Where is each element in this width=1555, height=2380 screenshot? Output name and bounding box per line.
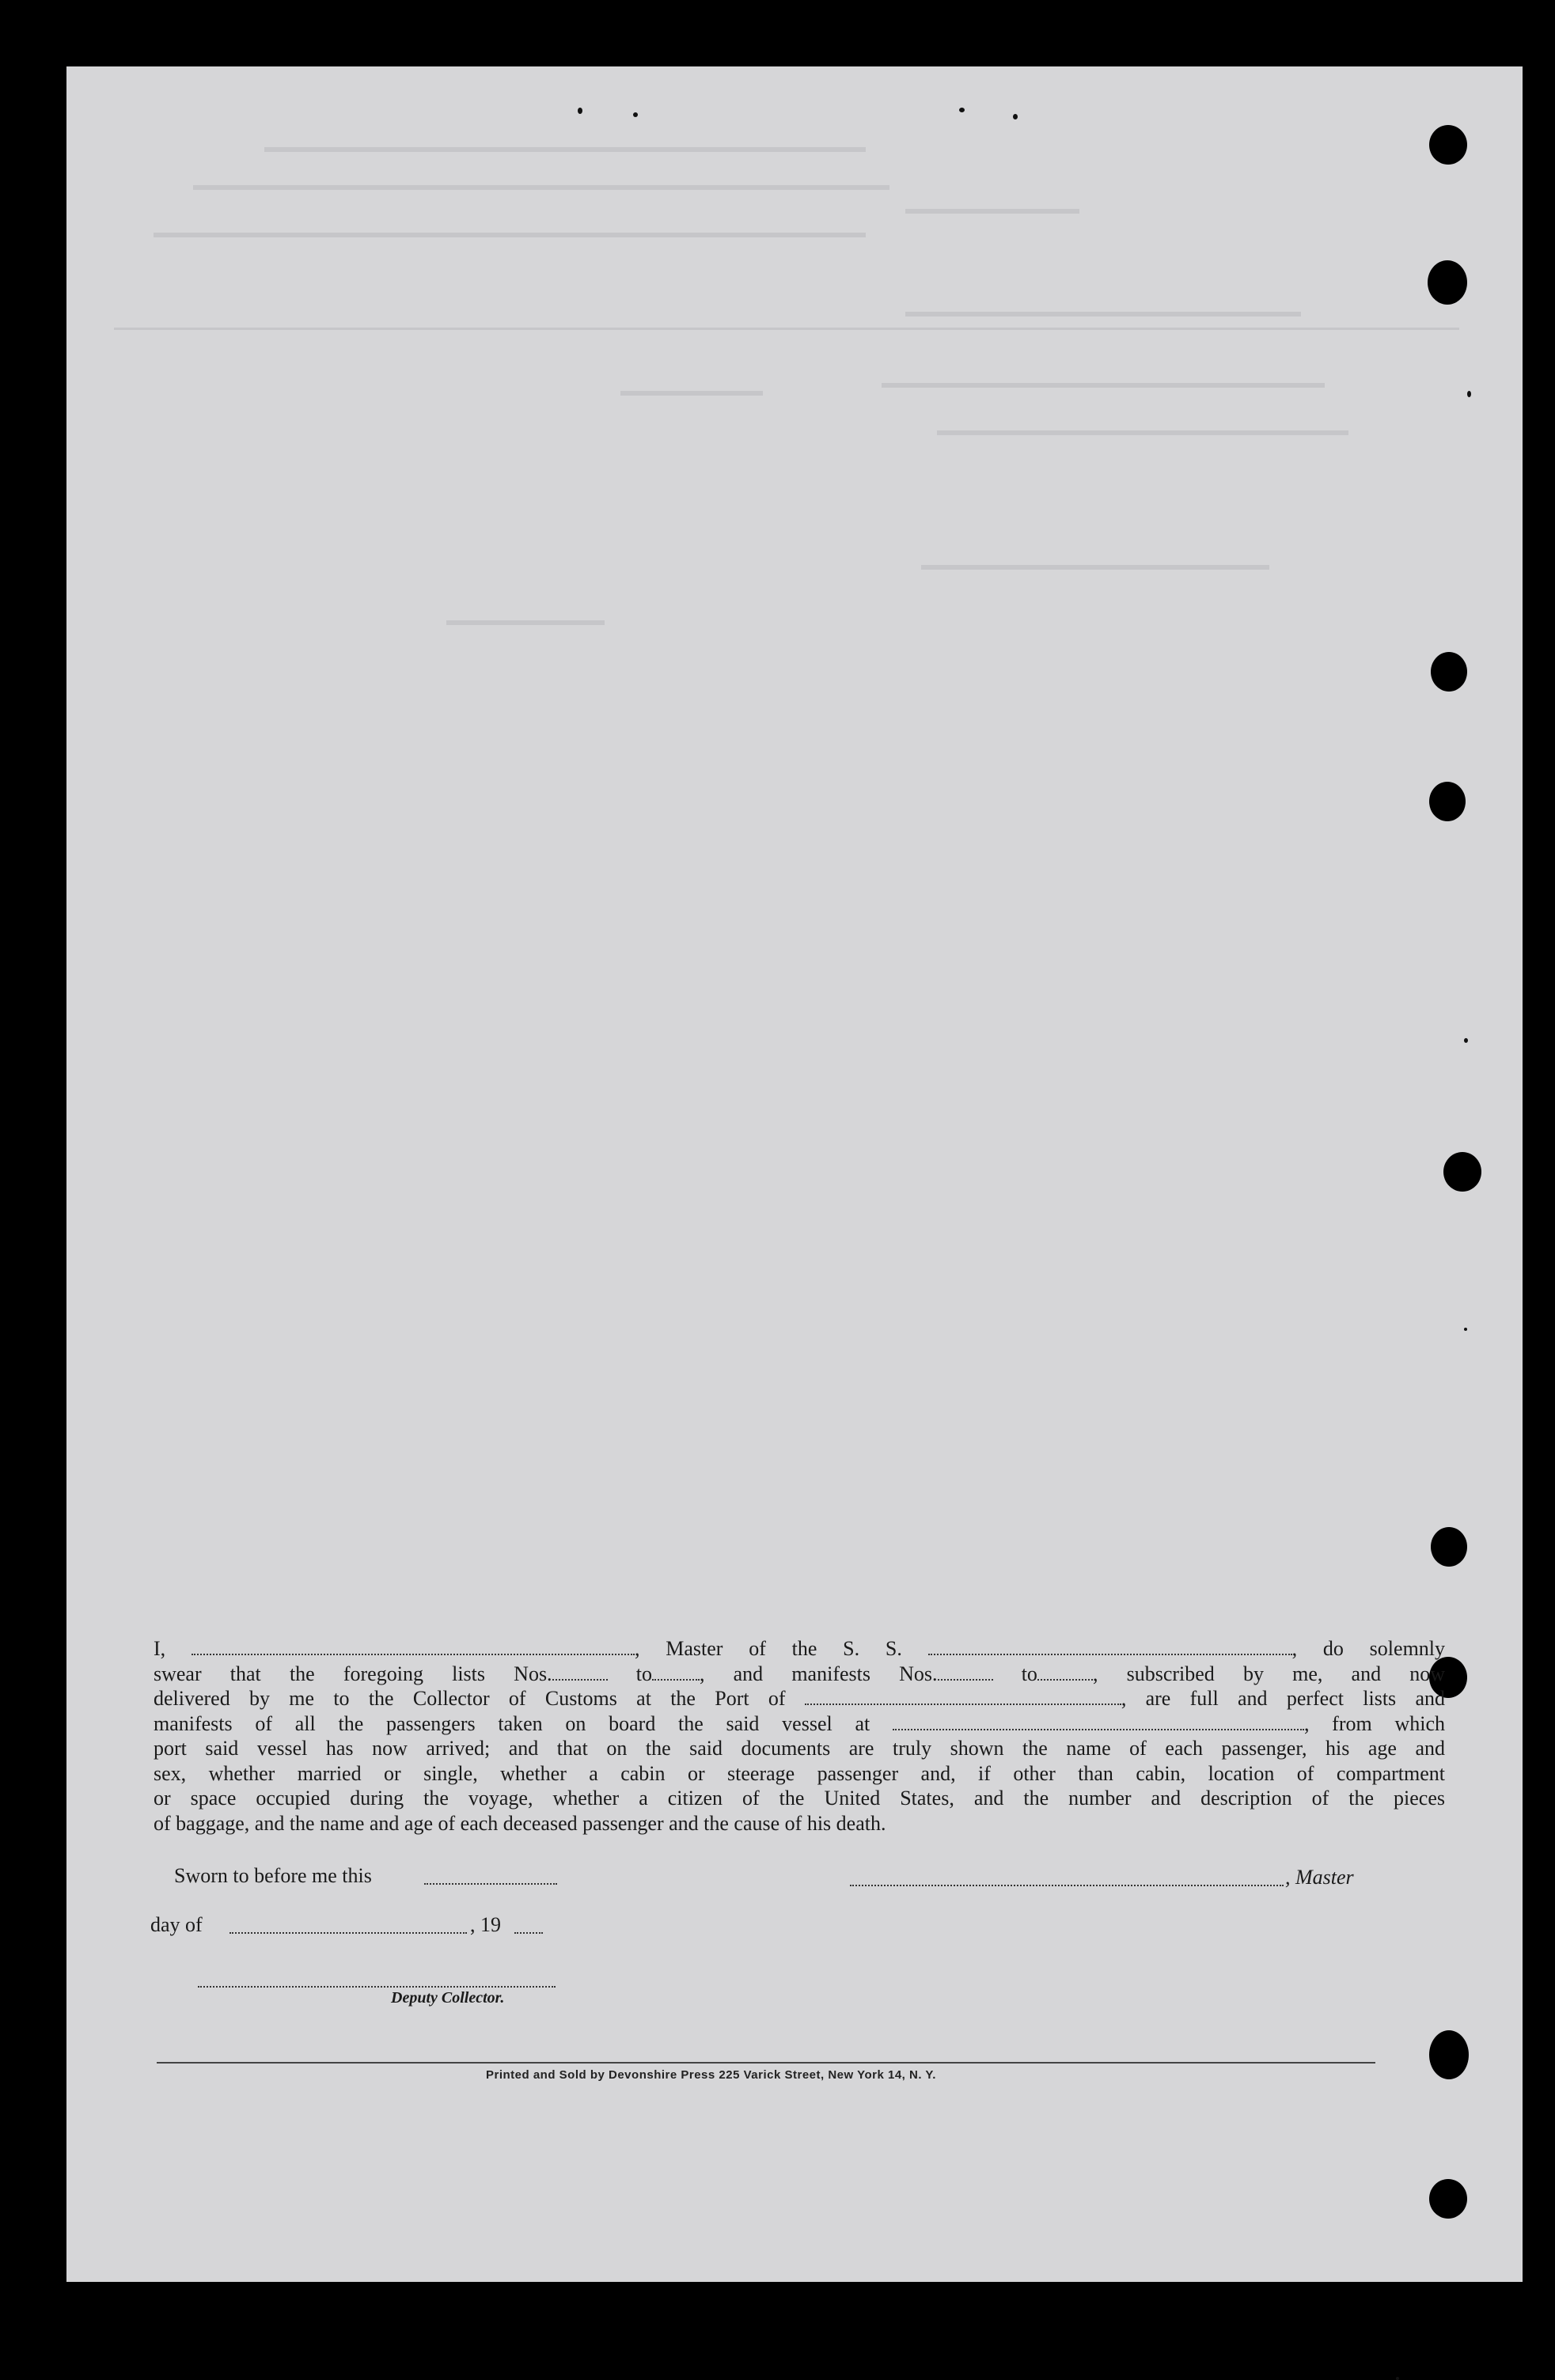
speck [1467,391,1471,397]
oath-full-lists: , are full and perfect lists and [1121,1687,1445,1710]
deputy-signature-field [198,1986,556,1988]
deputy-collector-label: Deputy Collector. [391,1989,505,2007]
oath-from-which: , from which [1303,1711,1445,1735]
punch-hole [1429,782,1466,821]
oath-manifests-all: manifests of all the passengers taken on board the said vessel at [154,1711,870,1735]
oath-line-6: sex, whether married or single, whether a cabin or steerage passenger and, if other than cabin, location of compartment [154,1761,1445,1785]
oath-swear: swear that the foregoing lists Nos. [154,1662,552,1685]
bleed-through-background [66,66,1523,2282]
speck [959,108,965,112]
speck [578,108,582,114]
oath-subscribed: , subscribed by me, and now [1092,1662,1446,1685]
oath-master-of: , Master of the S. S. [634,1637,902,1660]
speck [633,112,638,117]
list-no-from-field [552,1663,608,1681]
speck [1464,1038,1468,1043]
day-of-field [229,1932,467,1934]
punch-hole [1429,125,1467,165]
oath-delivered: delivered by me to the Collector of Customs at the Port of [154,1687,786,1710]
manifest-no-to-field [1037,1663,1093,1681]
speck [1396,2377,1399,2380]
master-signature-field [850,1885,1284,1886]
manifest-no-from-field [938,1663,993,1681]
year-field [514,1932,543,1934]
oath-to-1: to [635,1662,652,1685]
oath-manifests-nos: , and manifests Nos. [699,1662,938,1685]
punch-hole [1429,2179,1467,2219]
oath-solemnly: , do solemnly [1291,1637,1446,1660]
oath-line-8: of baggage, and the name and age of each deceased passenger and the cause of his death. [154,1811,886,1835]
embark-port-field [893,1713,1304,1730]
oath-to-2: to [1021,1662,1037,1685]
ship-name-field [928,1638,1292,1655]
oath-line-7: or space occupied during the voyage, whether a citizen of the United States, and the number and description of the pieces [154,1787,1445,1810]
punch-hole [1443,1152,1481,1192]
speck [1013,114,1018,119]
punch-hole [1431,652,1467,692]
printer-line: Printed and Sold by Devonshire Press 225 Varick Street, New York 14, N. Y. [486,2068,936,2082]
master-name-field [192,1638,635,1655]
punch-hole [1428,260,1467,305]
oath-i: I, [154,1637,166,1660]
speck [1464,1328,1467,1331]
footer-rule [157,2062,1375,2064]
sworn-date-field [424,1883,557,1885]
port-field [805,1688,1121,1705]
sworn-label: Sworn to before me this [174,1864,372,1887]
punch-hole [1431,1527,1467,1567]
oath-paragraph [154,1636,1445,1836]
year-prefix: , 19 [470,1913,501,1936]
manifest-page [66,66,1523,2282]
list-no-to-field [652,1663,700,1681]
punch-hole [1429,2030,1469,2079]
oath-line-5: port said vessel has now arrived; and that on the said documents are truly shown the name of each passenger, his age and [154,1737,1445,1760]
day-of-label: day of [150,1913,203,1936]
master-label: , Master [1285,1866,1354,1889]
